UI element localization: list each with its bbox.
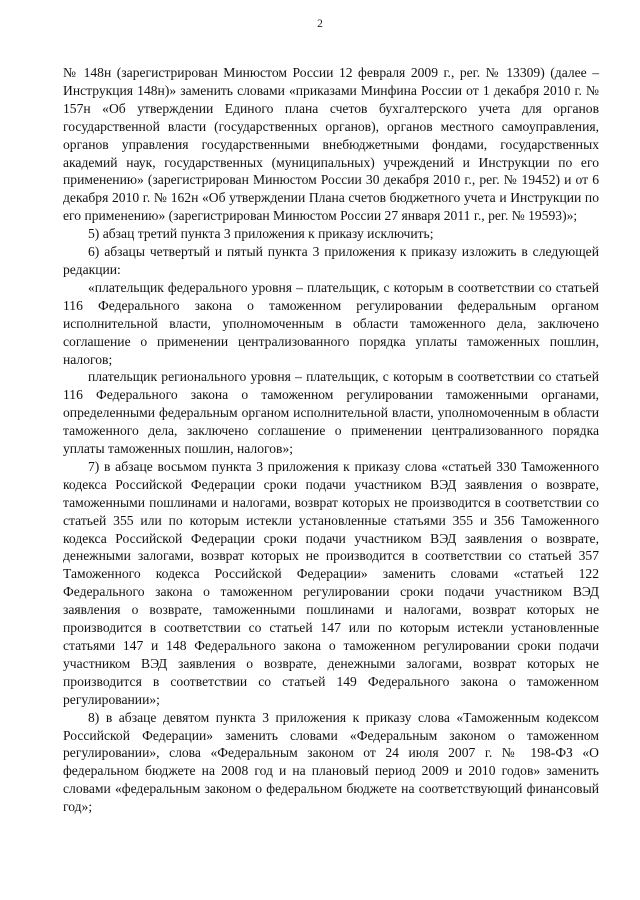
paragraph-item-5: 5) абзац третий пункта 3 приложения к приказу исключить;: [88, 226, 434, 242]
document-body: [63, 64, 599, 816]
paragraph-item-6: 6) абзацы четвертый и пятый пункта 3 приложения к приказу изложить в следующей редакции:: [63, 244, 599, 277]
paragraph-item-8: 8) в абзаце девятом пункта 3 приложения к приказу слова «Таможенным кодексом Российской Федерации» заменить словами «Федеральным законом о таможенном регулировании», слова «Федеральным законом от 24 июля 2007 г. № 198-ФЗ «О федеральном бюджете на 2008 год и на плановый период 2009 и 2010 годов» заменить словами «федеральным законом о федеральном бюджете на соответствующий финансовый год»;: [63, 709, 599, 815]
paragraph-continuation: № 148н (зарегистрирован Минюстом России 12 февраля 2009 г., рег. № 13309) (далее – Инструкция 148н)» заменить словами «приказами Минфина России от 1 декабря 2010 г. № 157н «Об утверждении Единого плана счетов бухгалтерского учета для органов государственной власти (государственных органов), органов местного самоуправления, органов управления государственными внебюджетными фондами, государственных академий наук, государственных (муниципальных) учреждений и Инструкции по его применению» (зарегистрирован Минюстом России 30 декабря 2010 г., рег. № 19452) и от 6 декабря 2010 г. № 162н «Об утверждении Плана счетов бюджетного учета и Инструкции по его применению» (зарегистрирован Минюстом России 27 января 2011 г., рег. № 19593)»;: [63, 65, 599, 224]
page-number: 2: [317, 18, 323, 30]
paragraph-item-7: 7) в абзаце восьмом пункта 3 приложения к приказу слова «статьей 330 Таможенного кодекса Российской Федерации сроки подачи участником ВЭД заявления о возврате, таможенными пошлинами и налогами, возврат которых не производится в соответствии со статьей 355 или по которым истекли установленные статьями 355 и 356 Таможенного кодекса Российской Федерации сроки подачи участником ВЭД заявления о возврате, денежными залогами, возврат которых не производится в соответствии со статьей 357 Таможенного кодекса Российской Федерации» заменить словами «статьей 122 Федерального закона о таможенном регулировании сроки подачи участником ВЭД заявления о возврате, таможенными пошлинами и налогами, возврат которых не производится в соответствии со статьей 147 или по которым истекли установленные статьями 147 и 148 Федерального закона о таможенном регулировании сроки подачи участником ВЭД заявления о возврате, денежными залогами, возврат которых не производится в соответствии со статьей 149 Федерального закона о таможенном регулировании»;: [63, 458, 599, 707]
paragraph-quote-federal-payer: «плательщик федерального уровня – плательщик, с которым в соответствии со статьей 116 Федерального закона о таможенном регулировании федеральным органом исполнительной власти, уполномоченным в области таможенного дела, заключено соглашение о применении централизованного порядка уплаты таможенных пошлин, налогов;: [63, 279, 599, 367]
paragraph-quote-regional-payer: плательщик регионального уровня – плательщик, с которым в соответствии со статьей 116 Федерального закона о таможенном регулировании таможенными органами, определенными федеральным органом исполнительной власти, уполномоченным в области таможенного дела, заключено соглашение о применении централизованного порядка уплаты таможенных пошлин, налогов»;: [63, 369, 599, 457]
